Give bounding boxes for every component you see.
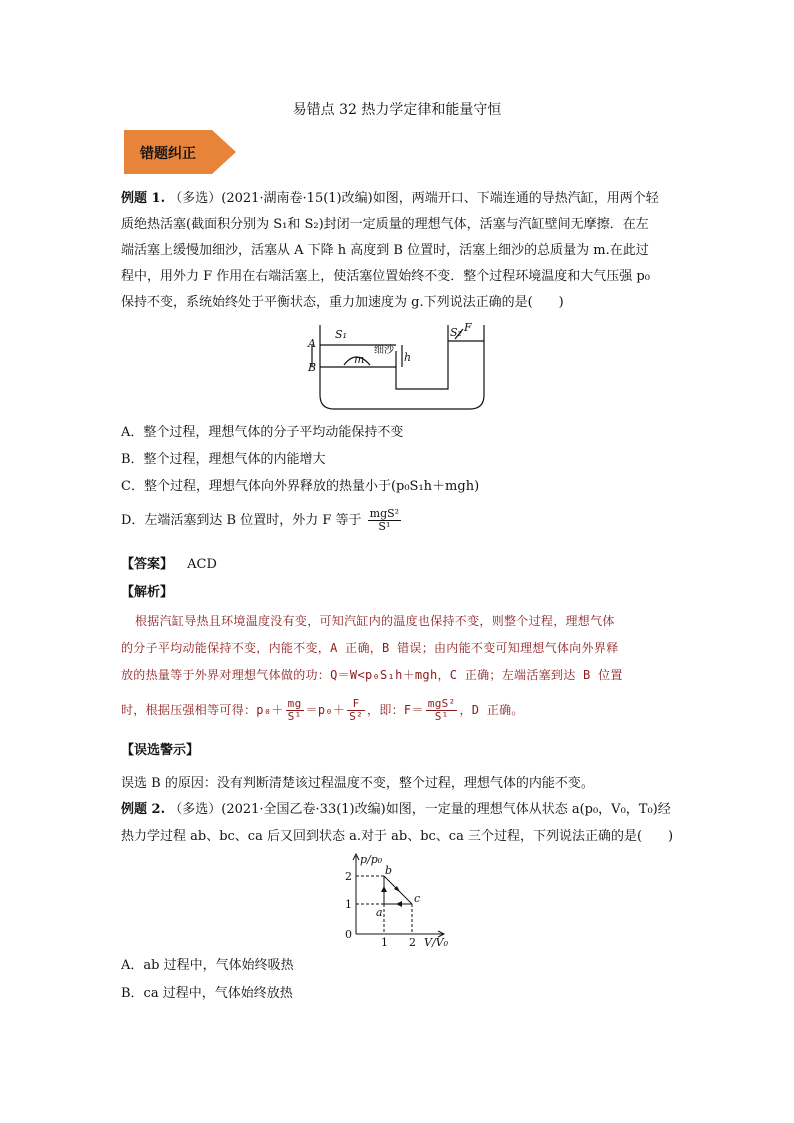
analysis-text-4c: ，即：F＝: [367, 703, 424, 717]
cylinder-figure: [300, 323, 490, 413]
fraction-numerator: mg: [287, 697, 302, 710]
analysis-text-4d: ，D 正确。: [459, 703, 524, 717]
section-banner-label: 错题纠正: [140, 146, 196, 162]
option-2-b: B．ca 过程中，气体始终放热: [121, 986, 293, 1001]
warning-label: 【误选警示】: [121, 743, 200, 758]
example-2-line-1: [121, 801, 671, 819]
fraction-numerator: mgS²: [369, 507, 400, 520]
analysis-text-4a: 时，根据压强相等可得：p₀＋: [121, 703, 284, 717]
example-1-text-2: 质绝热活塞(截面积分别为 S₁和 S₂)封闭一定质量的理想气体，活塞与汽缸壁间无摩擦．在左: [121, 217, 649, 232]
label-f: F: [464, 323, 472, 334]
option-1-a: A．整个过程，理想气体的分子平均动能保持不变: [121, 425, 404, 440]
option-1-c: C．整个过程，理想气体向外界释放的热量小于(p₀S₁h＋mgh): [121, 479, 480, 494]
example-1-text-4: 程中，用外力 F 作用在右端活塞上，使活塞位置始终不变．整个过程环境温度和大气压强 p₀: [121, 269, 650, 284]
page-title: 易错点 32 热力学定律和能量守恒: [292, 102, 502, 118]
y-axis-label: p/p₀: [360, 853, 383, 866]
point-c-label: c: [414, 892, 421, 905]
example-1-heading: 例题 1.: [121, 191, 166, 206]
example-1-text-1: （多选）(2021·湖南卷·15(1)改编)如图，两端开口、下端连通的导热汽缸，用两个轻: [169, 191, 659, 206]
option-1-d: [121, 508, 403, 533]
fraction-denominator: S¹: [378, 520, 391, 533]
pv-diagram: [340, 852, 460, 948]
analysis-fraction-3: [426, 698, 458, 723]
example-2-text-2: 热力学过程 ab、bc、ca 后又回到状态 a.对于 ab、bc、ca 三个过程，下列说法正确的是( ): [121, 829, 674, 844]
x-tick-1: 1: [381, 936, 388, 948]
y-tick-2: 2: [345, 870, 352, 883]
warning-text: 误选 B 的原因：没有判断清楚该过程温度不变，整个过程，理想气体的内能不变。: [121, 776, 594, 791]
origin-label: 0: [345, 928, 352, 941]
label-sand: 细沙: [374, 345, 394, 356]
fraction-denominator: S¹: [287, 710, 302, 723]
analysis-text-3: 放的热量等于外界对理想气体做的功：Q＝W<p₀S₁h＋mgh，C 正确；左端活塞到达 B 位置: [121, 668, 623, 682]
y-tick-1: 1: [345, 898, 352, 911]
x-tick-2: 2: [409, 936, 416, 948]
fraction-denominator: S¹: [434, 710, 449, 723]
answer-row: [121, 556, 217, 574]
example-2-heading: 例题 2.: [121, 802, 166, 817]
example-1-text-5: 保持不变，系统始终处于平衡状态，重力加速度为 g.下列说法正确的是( ): [121, 295, 564, 310]
analysis-text-1: 根据汽缸导热且环境温度没有变，可知汽缸内的温度也保持不变，则整个过程，理想气体: [135, 614, 615, 628]
analysis-text-4: [121, 698, 524, 723]
label-b: B: [308, 361, 317, 374]
answer-label: 【答案】: [121, 557, 174, 572]
fraction-numerator: F: [347, 698, 365, 711]
analysis-text-2: 的分子平均动能保持不变，内能不变，A 正确，B 错误；由内能不变可知理想气体向外界释: [121, 641, 619, 655]
point-b-label: b: [385, 864, 393, 877]
label-s2: S₂: [450, 326, 462, 339]
x-axis-label: V/V₀: [424, 936, 449, 948]
option-1-d-fraction: [368, 508, 401, 533]
label-m: m: [354, 353, 365, 366]
fraction-numerator: mgS²: [427, 697, 456, 710]
option-1-d-text: D．左端活塞到达 B 位置时，外力 F 等于: [121, 513, 362, 528]
example-1-text-3: 端活塞上缓慢加细沙，活塞从 A 下降 h 高度到 B 位置时，活塞上细沙的总质量为 m.在此过: [121, 243, 649, 258]
analysis-text-4b: ＝p₀＋: [305, 703, 346, 717]
analysis-fraction-1: [286, 698, 304, 723]
point-a-label: a: [376, 906, 383, 919]
label-h: h: [404, 351, 412, 364]
label-a: A: [308, 337, 316, 350]
analysis-fraction-2: [347, 698, 365, 723]
analysis-label: 【解析】: [121, 585, 174, 600]
example-2-text-1: （多选）(2021·全国乙卷·33(1)改编)如图，一定量的理想气体从状态 a(p₀，V₀，T₀)经: [169, 802, 671, 817]
option-1-b: B．整个过程，理想气体的内能增大: [121, 452, 326, 467]
example-1-line-1: [121, 190, 659, 208]
answer-value: ACD: [187, 557, 217, 572]
fraction-denominator: S²: [349, 710, 364, 723]
label-s1: S₁: [335, 328, 347, 341]
option-2-a: A．ab 过程中，气体始终吸热: [121, 958, 294, 973]
